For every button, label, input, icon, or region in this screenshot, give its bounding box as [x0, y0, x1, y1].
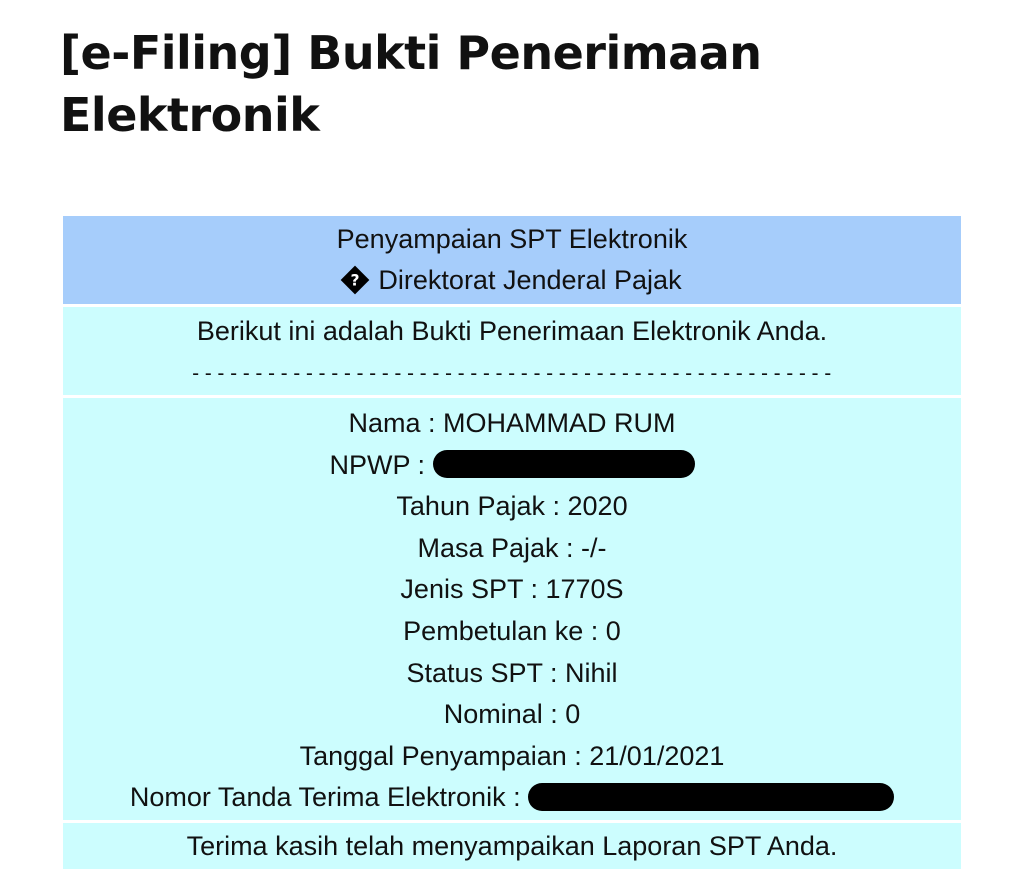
- receipt-header: [63, 216, 961, 304]
- email-subject: [e-Filing] Bukti Penerimaan Elektronik: [60, 26, 762, 142]
- footer-section: [63, 823, 961, 869]
- ntte-label: Nomor Tanda Terima Elektronik :: [129, 782, 529, 813]
- field-pembetulan: Pembetulan ke : 0: [403, 615, 621, 646]
- field-status-spt: Status SPT : Nihil: [406, 657, 618, 688]
- header-title: Penyampaian SPT Elektronik: [336, 224, 688, 254]
- dashed-divider: ---------------------------------------------------: [189, 361, 835, 385]
- field-masa-pajak: Masa Pajak : -/-: [417, 532, 607, 563]
- intro-text: Berikut ini adalah Bukti Penerimaan Elektronik Anda.: [196, 316, 828, 346]
- details-section: [63, 398, 961, 820]
- footer-text: Terima kasih telah menyampaikan Laporan SPT Anda.: [186, 831, 838, 861]
- replacement-character-icon: [341, 266, 370, 295]
- receipt-table: [63, 216, 961, 869]
- field-jenis-spt: Jenis SPT : 1770S: [400, 574, 624, 605]
- npwp-label: NPWP :: [329, 449, 433, 480]
- field-nama: Nama : MOHAMMAD RUM: [348, 408, 676, 438]
- ntte-redaction: [528, 783, 894, 811]
- field-npwp: [63, 445, 961, 487]
- field-nomor-tanda-terima: [63, 777, 961, 819]
- header-subtitle: Direktorat Jenderal Pajak: [378, 265, 682, 295]
- header-subtitle-row: [63, 260, 961, 301]
- field-tanggal-penyampaian: Tanggal Penyampaian : 21/01/2021: [299, 740, 725, 771]
- field-tahun-pajak: Tahun Pajak : 2020: [396, 491, 628, 522]
- field-nominal: Nominal : 0: [443, 699, 581, 730]
- npwp-redaction: [433, 450, 695, 478]
- intro-section: [63, 307, 961, 395]
